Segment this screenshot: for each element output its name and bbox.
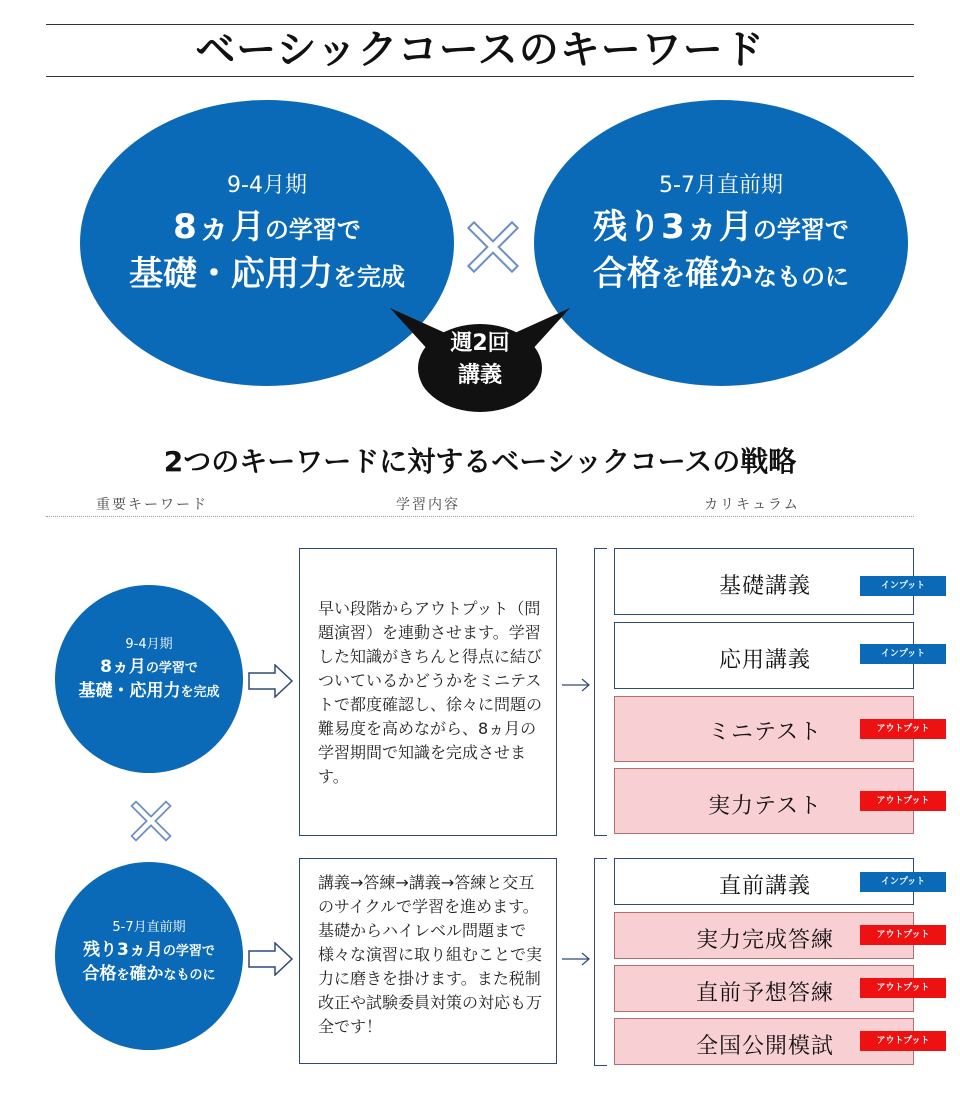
keyword-line-2: 合格を確かなものに: [82, 964, 216, 984]
curriculum-item-label: 全国公開模試: [695, 1034, 834, 1059]
output-badge: アウトプット: [860, 719, 946, 739]
column-head-divider: [46, 516, 914, 517]
curriculum-item-label: 実力テスト: [707, 794, 823, 819]
period-label: 5-7月直前期: [112, 920, 186, 935]
output-badge: アウトプット: [860, 1031, 946, 1051]
keyword-ellipse-final: [534, 100, 908, 386]
curriculum-item-label: 直前予想答練: [695, 981, 834, 1006]
lecture-bubble-text: 週2回 講義: [450, 331, 510, 388]
input-badge: インプット: [860, 872, 946, 892]
keyword-circle-basic: [55, 585, 243, 773]
output-badge: アウトプット: [860, 978, 946, 998]
curriculum-item-label: 実力完成答練: [695, 928, 834, 953]
keyword-line-1: 8ヵ月の学習で: [173, 207, 361, 247]
curriculum-item-label: 直前講義: [718, 874, 811, 899]
curriculum-bracket: [594, 548, 607, 836]
arrow-right-icon: [562, 678, 592, 692]
block-arrow-icon: [248, 664, 294, 698]
cross-icon: [130, 800, 172, 842]
input-badge: インプット: [860, 576, 946, 596]
block-arrow-icon: [248, 942, 294, 976]
cross-icon: [466, 220, 520, 274]
arrow-right-icon: [562, 952, 592, 966]
keyword-line-1: 残り3ヵ月の学習で: [593, 207, 849, 247]
page-title: ベーシックコースのキーワード: [195, 27, 765, 73]
period-label: 5-7月直前期: [659, 173, 783, 198]
period-label: 9-4月期: [227, 173, 307, 198]
curriculum-item-label: 基礎講義: [718, 574, 811, 599]
column-head-content: 学習内容: [396, 497, 460, 513]
learning-content-basic: 早い段階からアウトプット（問題演習）を連動させます。学習した知識がきちんと得点に結びついているかどうかをミニテストで都度確認し、徐々に問題の難易度を高めながら、8ヵ月の学習期間で知識を完成させます。: [299, 548, 557, 836]
title-bottom-rule: [46, 76, 914, 77]
column-head-keyword: 重要キーワード: [96, 497, 208, 513]
keyword-line-1: 残り3ヵ月の学習で: [83, 940, 215, 960]
period-label: 9-4月期: [125, 637, 173, 652]
keyword-circle-final: [55, 862, 243, 1050]
output-badge: アウトプット: [860, 791, 946, 811]
curriculum-item-label: 応用講義: [718, 648, 811, 673]
curriculum-item-label: ミニテスト: [707, 720, 823, 745]
output-badge: アウトプット: [860, 925, 946, 945]
keyword-line-2: 合格を確かなものに: [593, 254, 849, 294]
keyword-line-2: 基礎・応用力を完成: [129, 254, 405, 294]
curriculum-bracket: [594, 858, 607, 1066]
input-badge: インプット: [860, 644, 946, 664]
strategy-title: 2つのキーワードに対するベーシックコースの戦略: [163, 445, 797, 478]
keyword-line-1: 8ヵ月の学習で: [100, 657, 198, 677]
column-head-curriculum: カリキュラム: [704, 497, 800, 513]
learning-content-final: 講義→答練→講義→答練と交互のサイクルで学習を進めます。基礎からハイレベル問題まで様々な演習に取り組むことで実力に磨きを掛けます。また税制改正や試験委員対策の対応も万全です！: [299, 858, 557, 1064]
keyword-line-2: 基礎・応用力を完成: [78, 681, 220, 701]
